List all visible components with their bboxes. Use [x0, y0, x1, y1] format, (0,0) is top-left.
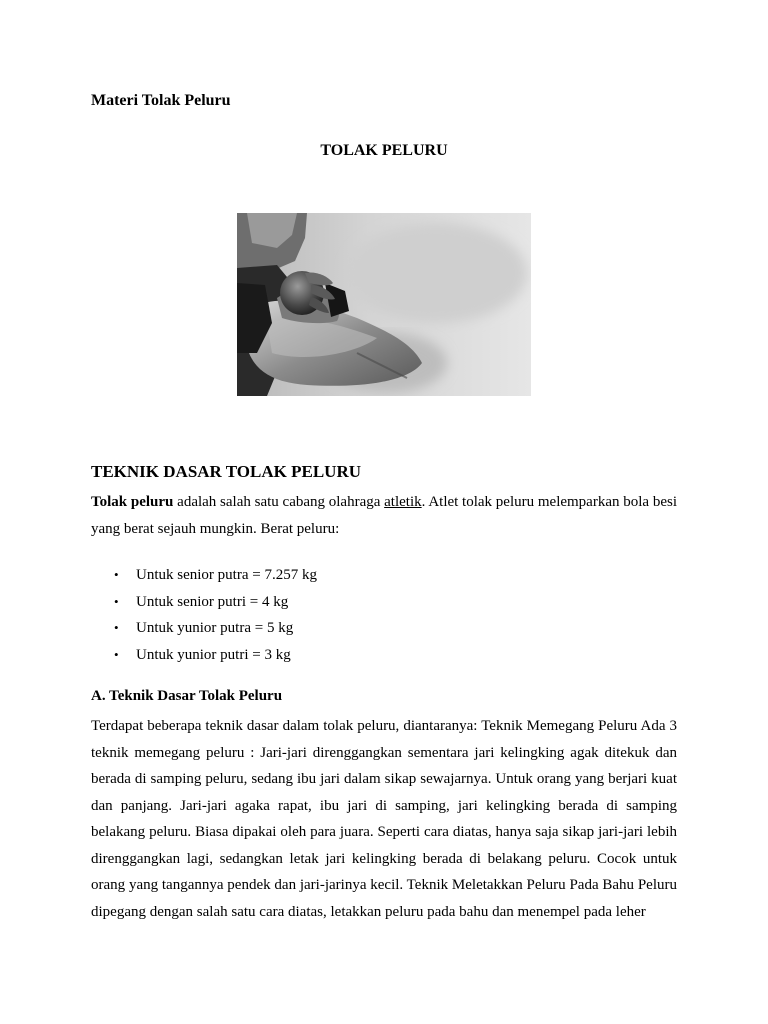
intro-paragraph — [91, 489, 677, 542]
list-item-text: Untuk senior putri = 4 kg — [136, 593, 289, 610]
bullet-icon: • — [114, 567, 119, 582]
atletik-link[interactable]: atletik — [384, 494, 422, 510]
intro-text-after-link: . Atlet tolak peluru melemparkan bola besi yang berat sejauh mungkin. Berat peluru: — [91, 494, 677, 537]
intro-bold-term: Tolak peluru — [91, 494, 174, 510]
weight-list — [91, 562, 317, 668]
bullet-icon: • — [114, 646, 119, 662]
subheading: A. Teknik Dasar Tolak Peluru — [91, 688, 283, 704]
body-paragraph: Terdapat beberapa teknik dasar dalam tolak peluru, diantaranya: Teknik Memegang Peluru Ada 3 teknik memegang peluru : Jari-jari direnggangkan sementara jari kelingking agak ditekuk dan berada di samping peluru, sedang ibu jari dalam sikap sewajarnya. Untuk orang yang berjari kuat dan panjang. Jari-jari agaka rapat, ibu jari di samping, jari kelingking berada di samping belakang peluru. Biasa dipakai oleh para juara. Seperti cara diatas, hanya saja sikap jari-jari lebih direnggangkan lagi, sedangkan letak jari kelingking berada di belakang peluru. Cocok untuk orang yang tangannya pendek dan jari-jarinya kecil. Teknik Meletakkan Peluru Pada Bahu Peluru dipegang dengan salah satu cara diatas, letakkan peluru pada bahu dan menempel pada leher — [91, 718, 677, 920]
bullet-icon: • — [114, 620, 119, 635]
list-item — [91, 589, 317, 616]
list-item-text: Untuk yunior putri = 3 kg — [136, 646, 291, 663]
list-item — [91, 642, 317, 669]
shot-put-athlete-image — [237, 213, 531, 396]
section-heading: TEKNIK DASAR TOLAK PELURU — [91, 462, 362, 481]
list-item — [91, 562, 317, 589]
intro-text-before-link: adalah salah satu cabang olahraga — [173, 494, 385, 510]
document-title: Materi Tolak Peluru — [91, 92, 231, 109]
bullet-icon: • — [114, 593, 119, 609]
list-item — [91, 615, 317, 642]
list-item-text: Untuk senior putra = 7.257 kg — [136, 567, 317, 583]
main-heading: TOLAK PELURU — [320, 142, 448, 159]
list-item-text: Untuk yunior putra = 5 kg — [136, 620, 294, 636]
